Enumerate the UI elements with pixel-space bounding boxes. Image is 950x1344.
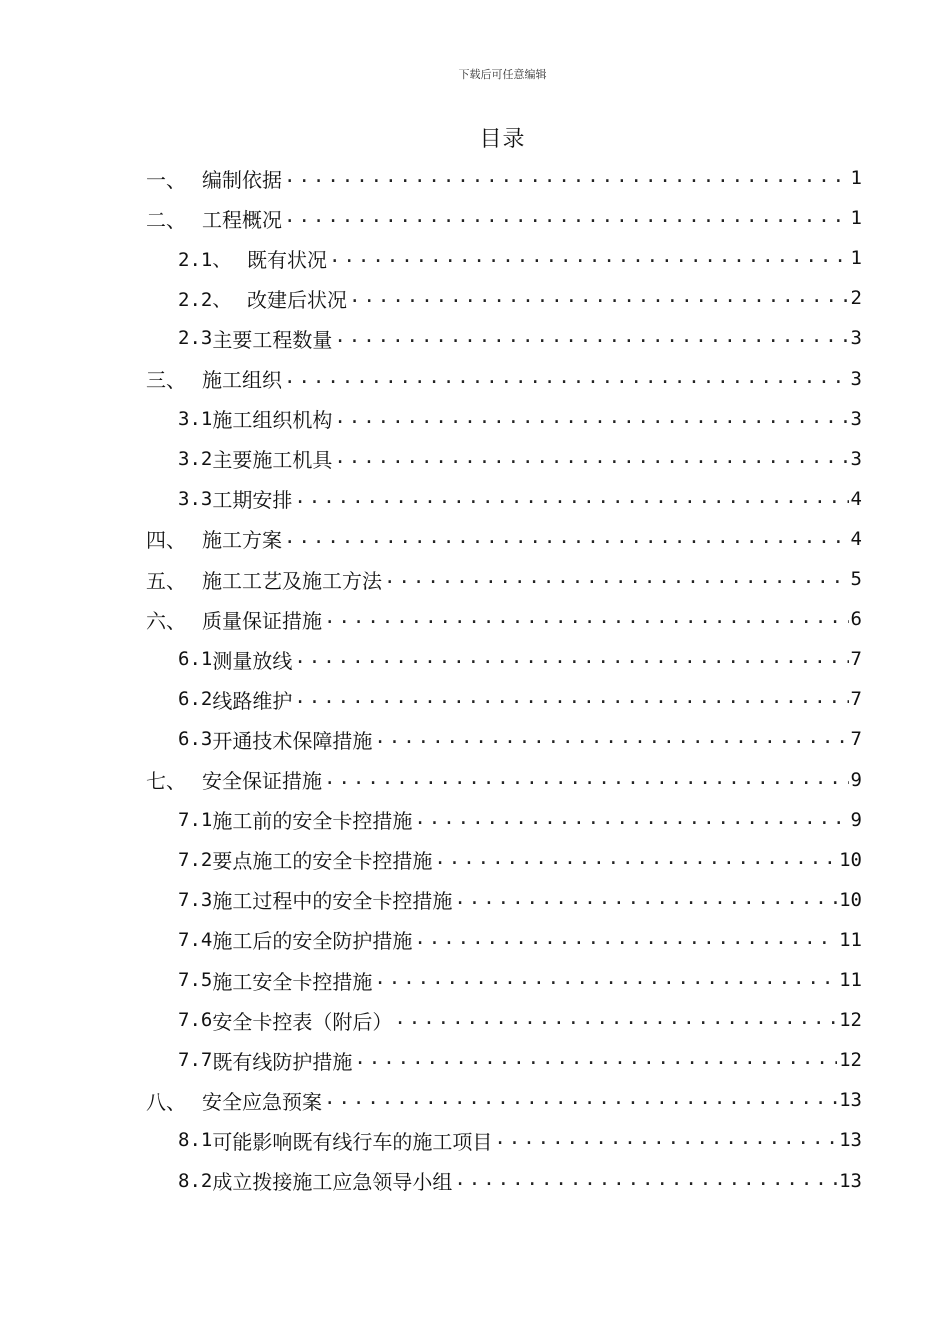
toc-entry-number: 八、 <box>146 1089 186 1114</box>
toc-entry-number: 3.3 <box>178 487 213 510</box>
toc-entry-number: 一、 <box>146 167 186 192</box>
toc-dot-leader <box>384 566 849 592</box>
toc-entry-number: 七、 <box>146 769 186 793</box>
toc-entry[interactable] <box>178 1000 862 1040</box>
toc-entry[interactable] <box>178 880 862 920</box>
toc-entry[interactable] <box>178 1120 862 1160</box>
toc-entry-title: 工期安排 <box>212 488 293 513</box>
toc-entry-page-number: 12 <box>839 1049 862 1072</box>
toc-dot-leader <box>294 486 848 512</box>
toc-dot-leader <box>414 807 848 833</box>
toc-entry[interactable] <box>178 318 862 358</box>
toc-entry-title: 施工组织机构 <box>212 408 333 433</box>
toc-entry-page-number: 11 <box>839 969 862 991</box>
toc-dot-leader <box>284 366 849 392</box>
toc-entry[interactable] <box>178 719 862 759</box>
toc-dot-leader <box>374 726 848 752</box>
toc-entry-title: 安全卡控表（附后） <box>212 1009 393 1034</box>
toc-entry[interactable] <box>146 198 862 238</box>
toc-dot-leader <box>334 446 848 472</box>
toc-entry-page-number: 1 <box>850 167 862 189</box>
toc-entry[interactable] <box>178 800 862 840</box>
toc-dot-leader <box>454 887 837 913</box>
toc-entry-number: 3.2 <box>178 447 213 470</box>
toc-dot-leader <box>324 767 849 793</box>
toc-entry-page-number: 6 <box>850 608 862 631</box>
toc-entry-title: 改建后状况 <box>247 287 347 312</box>
toc-entry-title: 施工过程中的安全卡控措施 <box>212 889 453 914</box>
toc-entry-number: 五、 <box>146 568 186 593</box>
toc-dot-leader <box>349 285 849 311</box>
toc-entry-number: 二、 <box>146 207 186 232</box>
toc-entry-title: 可能影响既有线行车的施工项目 <box>212 1129 493 1154</box>
toc-entry-title: 主要工程数量 <box>212 327 333 352</box>
toc-entry[interactable] <box>178 278 862 318</box>
toc-entry-title: 要点施工的安全卡控措施 <box>212 849 433 874</box>
toc-entry-page-number: 7 <box>850 728 862 751</box>
toc-entry-page-number: 3 <box>850 327 862 350</box>
toc-entry[interactable] <box>146 158 862 198</box>
toc-entry-number: 三、 <box>146 368 186 392</box>
toc-dot-leader <box>294 646 848 672</box>
toc-entry-title: 施工组织 <box>202 368 282 392</box>
toc-dot-leader <box>354 1047 837 1073</box>
toc-entry-number: 7.3 <box>178 888 213 911</box>
toc-dot-leader <box>434 847 837 873</box>
toc-entry-title: 工程概况 <box>202 207 282 232</box>
toc-entry-title: 线路维护 <box>212 688 293 713</box>
toc-entry[interactable] <box>178 920 862 960</box>
toc-entry-title: 测量放线 <box>212 648 293 673</box>
toc-entry-title: 既有线防护措施 <box>212 1049 353 1074</box>
toc-dot-leader <box>284 205 849 231</box>
toc-entry-number: 7.1 <box>178 808 213 831</box>
toc-entry-title: 安全保证措施 <box>202 769 322 793</box>
toc-entry[interactable] <box>146 760 862 800</box>
toc-entry-title: 施工工艺及施工方法 <box>202 568 382 593</box>
toc-dot-leader <box>334 406 848 432</box>
toc-entry-page-number: 13 <box>839 1169 862 1192</box>
toc-entry[interactable] <box>146 559 862 599</box>
toc-entry-title: 质量保证措施 <box>202 608 322 633</box>
toc-entry-number: 8.2 <box>178 1169 213 1192</box>
toc-entry-page-number: 10 <box>839 848 862 871</box>
toc-dot-leader <box>454 1168 837 1194</box>
toc-entry-page-number: 4 <box>850 487 862 510</box>
toc-entry[interactable] <box>178 840 862 880</box>
toc-entry-number: 6.3 <box>178 728 213 751</box>
toc-entry-number: 六、 <box>146 608 186 633</box>
toc-entry[interactable] <box>178 960 862 1000</box>
toc-entry-number: 2.1、 <box>178 248 232 271</box>
toc-entry[interactable] <box>178 479 862 519</box>
toc-entry-number: 7.6 <box>178 1009 213 1032</box>
toc-entry-number: 7.7 <box>178 1049 213 1072</box>
toc-entry-title: 开通技术保障措施 <box>212 728 373 753</box>
toc-entry[interactable] <box>178 399 862 439</box>
toc-entry-number: 6.1 <box>178 648 213 671</box>
toc-entry-page-number: 1 <box>850 207 862 230</box>
toc-entry-page-number: 3 <box>850 447 862 470</box>
toc-entry-title: 施工方案 <box>202 528 282 553</box>
toc-dot-leader <box>324 606 849 632</box>
toc-entry-page-number: 7 <box>850 648 862 671</box>
toc-entry-title: 安全应急预案 <box>202 1089 322 1114</box>
toc-dot-leader <box>284 526 849 552</box>
toc-entry-number: 四、 <box>146 528 186 553</box>
toc-entry-number: 8.1 <box>178 1129 213 1152</box>
toc-entry-title: 主要施工机具 <box>212 448 333 473</box>
toc-entry-title: 施工前的安全卡控措施 <box>212 809 413 834</box>
toc-entry[interactable] <box>178 238 862 278</box>
toc-dot-leader <box>334 325 848 351</box>
toc-dot-leader <box>374 967 837 993</box>
toc-entry[interactable] <box>146 1080 862 1120</box>
toc-entry-title: 施工后的安全防护措施 <box>212 929 413 954</box>
toc-entry-title: 既有状况 <box>247 247 327 272</box>
toc-entry[interactable] <box>146 519 862 559</box>
toc-entry-title: 成立拨接施工应急领导小组 <box>212 1170 453 1194</box>
toc-entry-number: 3.1 <box>178 407 213 430</box>
toc-entry[interactable] <box>178 679 862 719</box>
toc-entry-page-number: 13 <box>839 1129 862 1152</box>
toc-entry-number: 2.2、 <box>178 288 232 311</box>
toc-entry-page-number: 9 <box>850 768 862 791</box>
toc-entry-page-number: 3 <box>850 407 862 430</box>
toc-entry-page-number: 3 <box>850 367 862 390</box>
toc-entry[interactable] <box>178 1161 862 1201</box>
toc-entry-page-number: 7 <box>850 688 862 711</box>
toc-dot-leader <box>294 686 848 712</box>
toc-dot-leader <box>494 1127 837 1153</box>
toc-dot-leader <box>324 1087 837 1113</box>
toc-entry-number: 7.4 <box>178 928 213 951</box>
toc-title: 目录 <box>479 127 526 152</box>
toc-entry-page-number: 1 <box>850 247 862 270</box>
toc-entry-title: 施工安全卡控措施 <box>212 969 373 994</box>
toc-entry-page-number: 2 <box>850 287 862 310</box>
toc-entry[interactable] <box>146 599 862 639</box>
toc-dot-leader <box>284 165 849 191</box>
toc-entry-page-number: 9 <box>850 808 862 831</box>
header-note: 下载后可任意编辑 <box>458 68 547 81</box>
toc-entry[interactable] <box>178 439 862 479</box>
toc-dot-leader <box>329 245 849 271</box>
toc-dot-leader <box>414 927 837 953</box>
toc-entry-number: 2.3 <box>178 327 213 350</box>
toc-entry-number: 7.5 <box>178 969 213 991</box>
toc-entry-page-number: 13 <box>839 1089 862 1112</box>
toc-entry-page-number: 5 <box>850 568 862 590</box>
toc-entry[interactable] <box>146 359 862 399</box>
toc-entry[interactable] <box>178 1040 862 1080</box>
toc-entry-number: 7.2 <box>178 848 213 871</box>
toc-entry-title: 编制依据 <box>202 167 282 192</box>
toc-dot-leader <box>394 1007 837 1033</box>
toc-entry-page-number: 11 <box>839 928 862 951</box>
toc-entry-page-number: 12 <box>839 1009 862 1032</box>
toc-entry[interactable] <box>178 639 862 679</box>
toc-entry-page-number: 4 <box>850 527 862 550</box>
toc-entry-page-number: 10 <box>839 888 862 911</box>
toc-entry-number: 6.2 <box>178 688 213 711</box>
